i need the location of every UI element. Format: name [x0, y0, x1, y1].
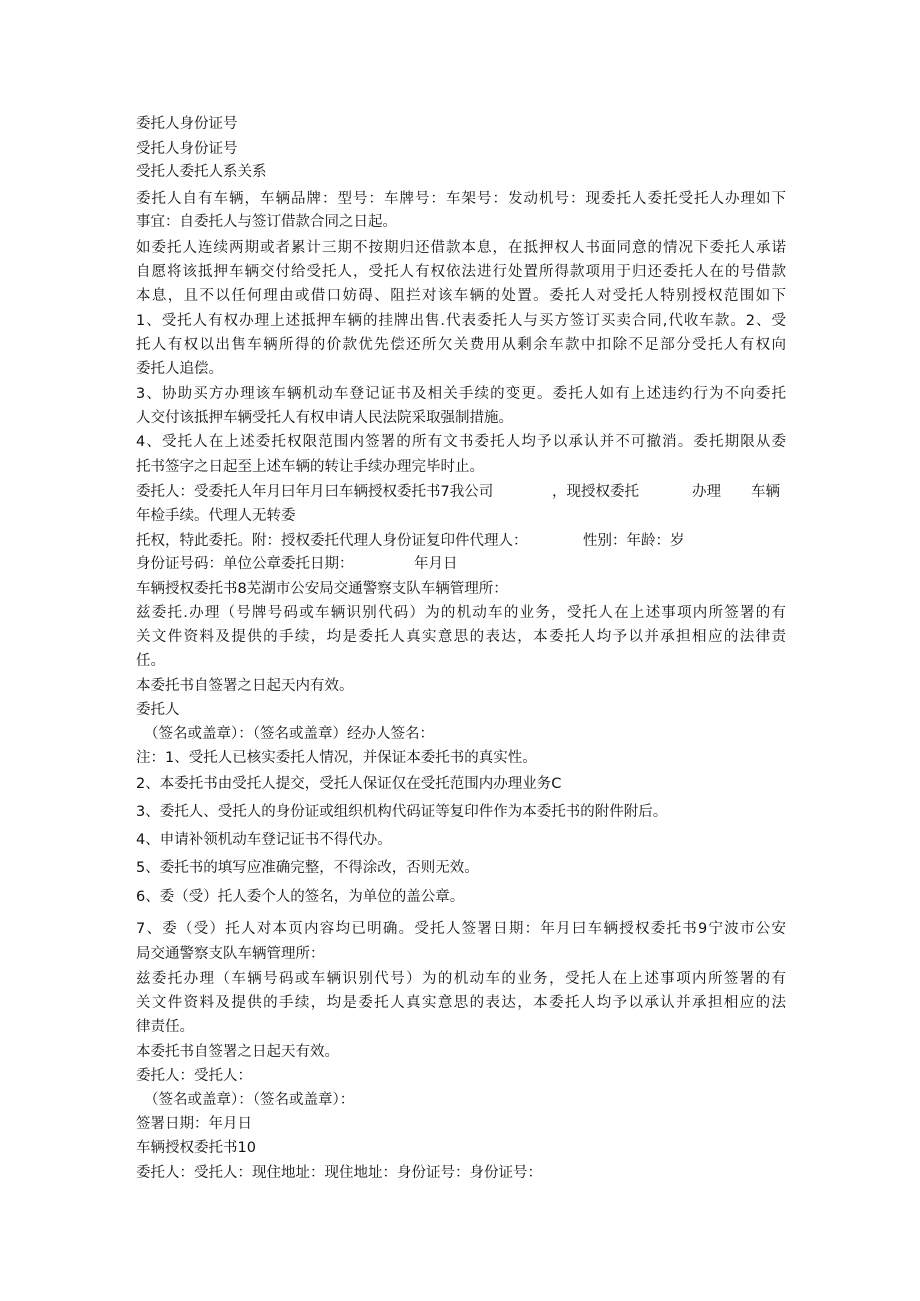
- text-line: 年检手续。代理人无转委: [136, 508, 296, 524]
- text-line: 1、受托人有权办理上述抵押车辆的挂牌出售.代表委托人与买方签订买卖合同,代收车款。2、受: [136, 313, 786, 329]
- text-line: 本息，且不以任何理由或借口妨碍、阻拦对该车辆的处置。委托人对受托人特别授权范围如下: [136, 288, 786, 304]
- text-line: 人交付该抵押车辆受托人有权申请人民法院采取强制措施。: [136, 410, 513, 426]
- text-line: 托书签字之日起至上述车辆的转让手续办理完毕时止。: [136, 459, 484, 475]
- text-line: 车辆授权委托书8芜湖市公安局交通警察支队车辆管理所：: [136, 581, 508, 597]
- text-line: 3、协助买方办理该车辆机动车登记证书及相关手续的变更。委托人如有上述违约行为不向委托: [136, 386, 786, 402]
- text-line: ，现授权委托: [552, 484, 639, 500]
- text-line: 5、委托书的填写应准确完整，不得涂改，否则无效。: [136, 860, 479, 876]
- text-line: 委托人自有车辆，车辆品牌：型号：车牌号：车架号：发动机号：现委托人委托受托人办理如下: [136, 191, 786, 207]
- text-line: 车辆: [751, 484, 780, 500]
- text-line: [136, 481, 786, 504]
- text-line: 2、本委托书由受托人提交，受托人保证仅在受托范围内办理业务C: [136, 776, 562, 792]
- text-line: 本委托书自签署之日起天有效。: [136, 1044, 339, 1060]
- text-line: 兹委托办理（车辆号码或车辆识别代号）为的机动车的业务，受托人在上述事项内所签署的有: [136, 971, 786, 987]
- text-line: 委托人: [136, 702, 180, 718]
- text-line: 任。: [136, 653, 165, 669]
- text-line: （签名或盖章）：（签名或盖章）：: [144, 1092, 355, 1108]
- text-line: 性别：年龄：岁: [583, 533, 685, 549]
- text-line: 签署日期：年月日: [136, 1116, 252, 1132]
- text-line: （签名或盖章）：（签名或盖章）经办人签名：: [144, 726, 434, 742]
- text-line: 委托人：受托人：: [136, 1068, 252, 1084]
- text-line: 托人有权以出售车辆所得的价款优先偿还所欠关费用从剩余车款中扣除不足部分受托人有权向: [136, 337, 786, 353]
- text-line: 6、委（受）托人委个人的签名，为单位的盖公章。: [136, 889, 465, 905]
- text-line: 如委托人连续两期或者累计三期不按期归还借款本息，在抵押权人书面同意的情况下委托人承诺: [136, 240, 786, 256]
- text-line: 车辆授权委托书10: [136, 1140, 256, 1156]
- text-line: 关文件资料及提供的手续，均是委托人真实意思的表达，本委托人均予以承认并承担相应的法: [136, 995, 786, 1011]
- text-line: 注：1、受托人已核实委托人情况，并保证本委托书的真实性。: [136, 750, 537, 766]
- text-line: 托权，特此委托。附：授权委托代理人身份证复印件代理人：: [136, 533, 528, 549]
- text-line: 4、受托人在上述委托权限范围内签署的所有文书委托人均予以承认并不可撤消。委托期限从委: [136, 434, 786, 450]
- text-segment: 委托人：受委托人年月曰年月曰车辆授权委托书7我公司: [136, 484, 494, 500]
- text-line: 年月日: [414, 556, 458, 572]
- text-line: 关文件资料及提供的手续，均是委托人真实意思的表达，本委托人均予以并承担相应的法律责: [136, 629, 786, 645]
- text-line: 本委托书自签署之日起天内有效。: [136, 678, 354, 694]
- text-line: 委托人身份证号: [136, 116, 238, 132]
- text-line: 受托人身份证号: [136, 141, 238, 157]
- text-line: 自愿将该抵押车辆交付给受托人，受托人有权依法进行处置所得款项用于归还委托人在的号借款: [136, 264, 786, 280]
- text-line: 受托人委托人系关系: [136, 164, 267, 180]
- text-line: 3、委托人、受托人的身份证或组织机构代码证等复印件作为本委托书的附件附后。: [136, 804, 668, 820]
- text-line: 委托人：受托人：现住地址：现住地址：身份证号：身份证号：: [136, 1165, 542, 1181]
- text-line: 办理: [692, 484, 721, 500]
- text-line: 委托人追偿。: [136, 361, 223, 377]
- text-line: 7、委（受）托人对本页内容均已明确。受托人签署日期：年月曰车辆授权委托书9宁波市公安: [136, 921, 786, 937]
- text-line: 律责任。: [136, 1019, 194, 1035]
- text-line: 局交通警察支队车辆管理所：: [136, 946, 325, 962]
- text-line: 身份证号码：单位公章委托日期：: [136, 556, 354, 572]
- text-line: 4、申请补领机动车登记证书不得代办。: [136, 832, 392, 848]
- text-line: 兹委托.办理（号牌号码或车辆识别代码）为的机动车的业务，受托人在上述事项内所签署的有: [136, 605, 786, 621]
- text-line: 事宜：自委托人与签订借款合同之日起。: [136, 214, 397, 230]
